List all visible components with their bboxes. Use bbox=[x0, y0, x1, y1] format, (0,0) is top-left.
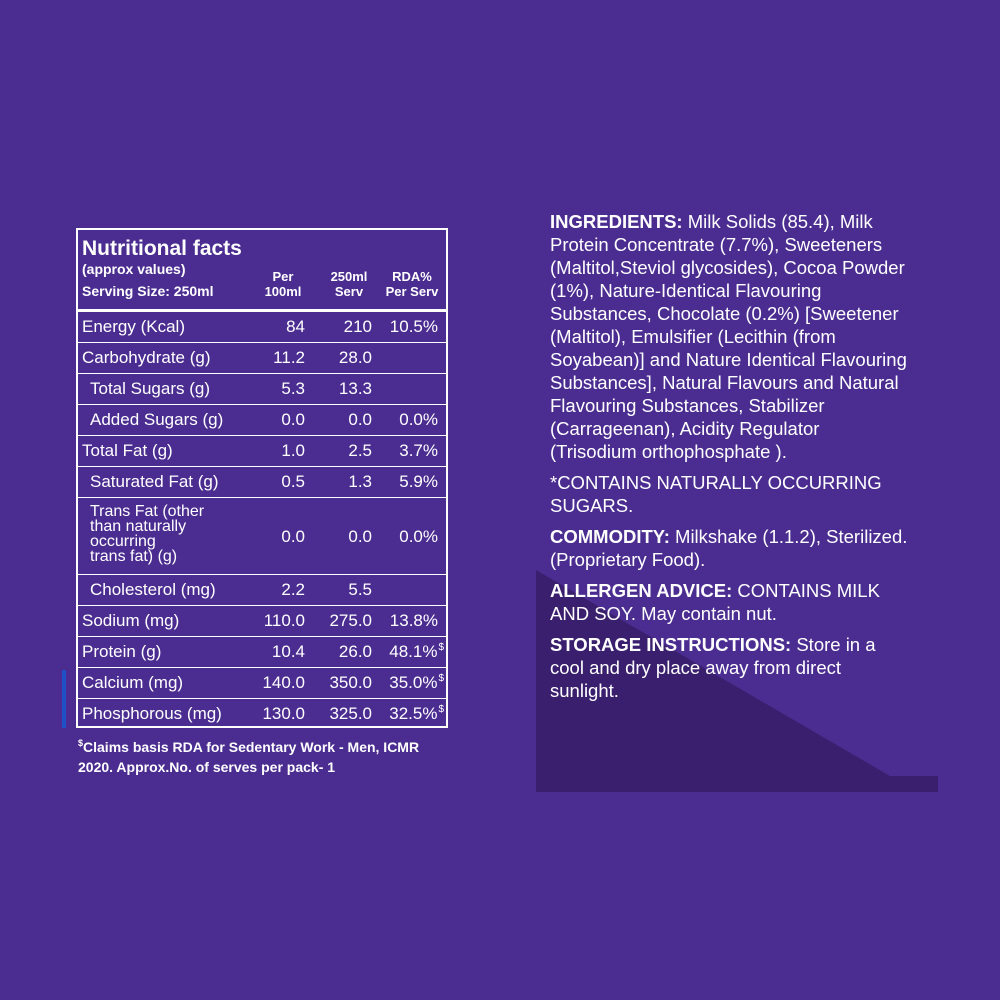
nutrient-label: Trans Fat (other than naturally occurring trans fat) (g) bbox=[90, 503, 205, 565]
nutrition-row bbox=[78, 498, 446, 575]
value-per-serving bbox=[339, 643, 372, 661]
ingredients-panel bbox=[550, 210, 910, 710]
value-text: 13.3 bbox=[338, 379, 372, 398]
value-text: 3.7% bbox=[399, 441, 438, 460]
value-text: 0.0 bbox=[348, 410, 372, 429]
col-header-per-100ml: Per 100ml bbox=[264, 269, 302, 299]
nutrition-row bbox=[78, 699, 446, 730]
value-per-serving bbox=[348, 473, 372, 491]
ingredients-heading: INGREDIENTS: bbox=[550, 211, 683, 232]
storage-heading: STORAGE INSTRUCTIONS: bbox=[550, 634, 792, 655]
value-text: 11.2 bbox=[273, 348, 305, 367]
value-text: 5.3 bbox=[281, 379, 305, 398]
nutrition-row bbox=[78, 343, 446, 374]
allergen-text: CONTAINS MILK AND SOY. May contain nut. bbox=[550, 580, 880, 624]
value-text: 84 bbox=[286, 317, 305, 336]
sugars-note: *CONTAINS NATURALLY OCCURRING SUGARS. bbox=[550, 472, 882, 516]
nutrition-subtitle: (approx values) bbox=[82, 261, 186, 277]
nutrition-title: Nutritional facts bbox=[82, 237, 242, 260]
ingredients-text: Milk Solids (85.4), Milk Protein Concentrate (7.7%), Sweeteners (Maltitol,Steviol glycosides), Cocoa Powder (1%), Nature-Identical Flavouring Substances, Chocolate (0.2%) [Sweetener (Maltitol), Emulsifier (Lecithin (from Soyabean)] and Nature Identical Flavouring Substances], Natural Flavours and Natural Flavouring Substances, Stabilizer (Carrageenan), Acidity Regulator (Trisodium orthophosphate ). bbox=[550, 211, 907, 462]
value-rda bbox=[399, 411, 438, 429]
nutrition-row bbox=[78, 467, 446, 498]
value-text: 1.0 bbox=[281, 441, 305, 460]
value-text: 2.2 bbox=[281, 580, 305, 599]
commodity-paragraph bbox=[550, 525, 910, 571]
value-rda bbox=[399, 528, 438, 546]
value-per-serving bbox=[339, 380, 372, 398]
value-per-serving bbox=[329, 705, 372, 723]
footnote-symbol: $ bbox=[78, 738, 84, 748]
value-rda bbox=[390, 612, 438, 630]
value-rda bbox=[389, 674, 444, 695]
value-rda bbox=[389, 705, 444, 726]
nutrition-row bbox=[78, 637, 446, 668]
value-per-serving bbox=[339, 349, 372, 367]
value-rda bbox=[399, 442, 438, 460]
value-per-100ml bbox=[286, 318, 305, 336]
nutrition-row bbox=[78, 405, 446, 436]
value-text: 210 bbox=[343, 317, 372, 336]
rda-claim-symbol: $ bbox=[438, 642, 444, 653]
value-text: 5.9% bbox=[399, 472, 438, 491]
rda-claim-symbol: $ bbox=[438, 673, 444, 684]
value-per-serving bbox=[348, 528, 372, 546]
nutrition-footnote bbox=[78, 738, 448, 776]
value-text: 5.5 bbox=[348, 580, 372, 599]
value-text: 35.0% bbox=[389, 673, 438, 692]
nutrient-label: Total Sugars (g) bbox=[90, 379, 210, 398]
allergen-heading: ALLERGEN ADVICE: bbox=[550, 580, 733, 601]
value-text: 350.0 bbox=[329, 673, 372, 692]
serving-size: Serving Size: 250ml bbox=[82, 283, 214, 299]
value-text: 13.8% bbox=[389, 611, 438, 630]
nutrient-label: Added Sugars (g) bbox=[90, 410, 224, 429]
value-text: 0.0% bbox=[399, 410, 438, 429]
nutrient-label: Phosphorous (mg) bbox=[82, 704, 222, 723]
value-text: 32.5% bbox=[389, 704, 438, 723]
value-per-100ml bbox=[281, 380, 305, 398]
value-text: 28.0 bbox=[338, 348, 372, 367]
value-text: 275.0 bbox=[329, 611, 372, 630]
value-per-serving bbox=[348, 442, 372, 460]
col-header-rda: RDA% Per Serv bbox=[385, 269, 439, 299]
value-rda bbox=[389, 643, 444, 664]
nutrition-header bbox=[78, 230, 446, 308]
commodity-text: Milkshake (1.1.2), Sterilized. (Proprietary Food). bbox=[550, 526, 908, 570]
nutrition-facts-table bbox=[76, 228, 448, 728]
nutrition-row bbox=[78, 575, 446, 606]
storage-text: Store in a cool and dry place away from direct sunlight. bbox=[550, 634, 876, 701]
value-per-serving bbox=[344, 318, 372, 336]
value-rda bbox=[399, 473, 438, 491]
value-per-100ml bbox=[264, 612, 305, 630]
nutrition-row bbox=[78, 668, 446, 699]
nutrient-label: Protein (g) bbox=[82, 642, 162, 661]
value-text: 0.5 bbox=[281, 472, 305, 491]
nutrient-label: Cholesterol (mg) bbox=[90, 580, 216, 599]
col-header-250ml-serv: 250ml Serv bbox=[330, 269, 368, 299]
value-per-100ml bbox=[281, 411, 305, 429]
value-text: 10.4 bbox=[271, 642, 305, 661]
nutrition-rows bbox=[78, 312, 446, 730]
value-per-serving bbox=[329, 612, 372, 630]
value-text: 0.0% bbox=[399, 527, 438, 546]
value-text: 140.0 bbox=[262, 673, 305, 692]
value-text: 26.0 bbox=[338, 642, 372, 661]
value-per-serving bbox=[329, 674, 372, 692]
value-text: 0.0 bbox=[281, 527, 305, 546]
value-text: 0.0 bbox=[281, 410, 305, 429]
ingredients-paragraph bbox=[550, 210, 910, 463]
value-per-100ml bbox=[273, 349, 305, 367]
value-text: 0.0 bbox=[348, 527, 372, 546]
value-per-serving bbox=[348, 581, 372, 599]
value-text: 110.0 bbox=[263, 611, 305, 630]
nutrient-label: Saturated Fat (g) bbox=[90, 472, 219, 491]
nutrient-label: Energy (Kcal) bbox=[82, 317, 185, 336]
value-text: 130.0 bbox=[262, 704, 305, 723]
nutrition-row bbox=[78, 374, 446, 405]
value-text: 1.3 bbox=[348, 472, 372, 491]
rda-claim-symbol: $ bbox=[438, 704, 444, 715]
value-per-100ml bbox=[281, 473, 305, 491]
nutrient-label: Calcium (mg) bbox=[82, 673, 184, 692]
value-per-100ml bbox=[281, 528, 305, 546]
commodity-heading: COMMODITY: bbox=[550, 526, 670, 547]
allergen-paragraph bbox=[550, 579, 910, 625]
nutrient-label: Carbohydrate (g) bbox=[82, 348, 211, 367]
side-accent-mark bbox=[62, 670, 66, 728]
value-text: 325.0 bbox=[329, 704, 372, 723]
nutrient-label: Total Fat (g) bbox=[82, 441, 173, 460]
nutrition-row bbox=[78, 436, 446, 467]
value-per-100ml bbox=[262, 674, 305, 692]
nutrition-row bbox=[78, 312, 446, 343]
nutrition-row bbox=[78, 606, 446, 637]
storage-paragraph bbox=[550, 633, 910, 702]
value-text: 2.5 bbox=[348, 441, 372, 460]
value-per-100ml bbox=[281, 581, 305, 599]
value-per-serving bbox=[348, 411, 372, 429]
value-per-100ml bbox=[281, 442, 305, 460]
nutrient-label: Sodium (mg) bbox=[82, 611, 180, 630]
value-text: 10.5% bbox=[389, 317, 438, 336]
value-per-100ml bbox=[262, 705, 305, 723]
value-rda bbox=[390, 318, 438, 336]
value-per-100ml bbox=[272, 643, 305, 661]
footnote-text: Claims basis RDA for Sedentary Work - Men, ICMR 2020. Approx.No. of serves per pack- 1 bbox=[78, 739, 420, 775]
value-text: 48.1% bbox=[389, 642, 438, 661]
